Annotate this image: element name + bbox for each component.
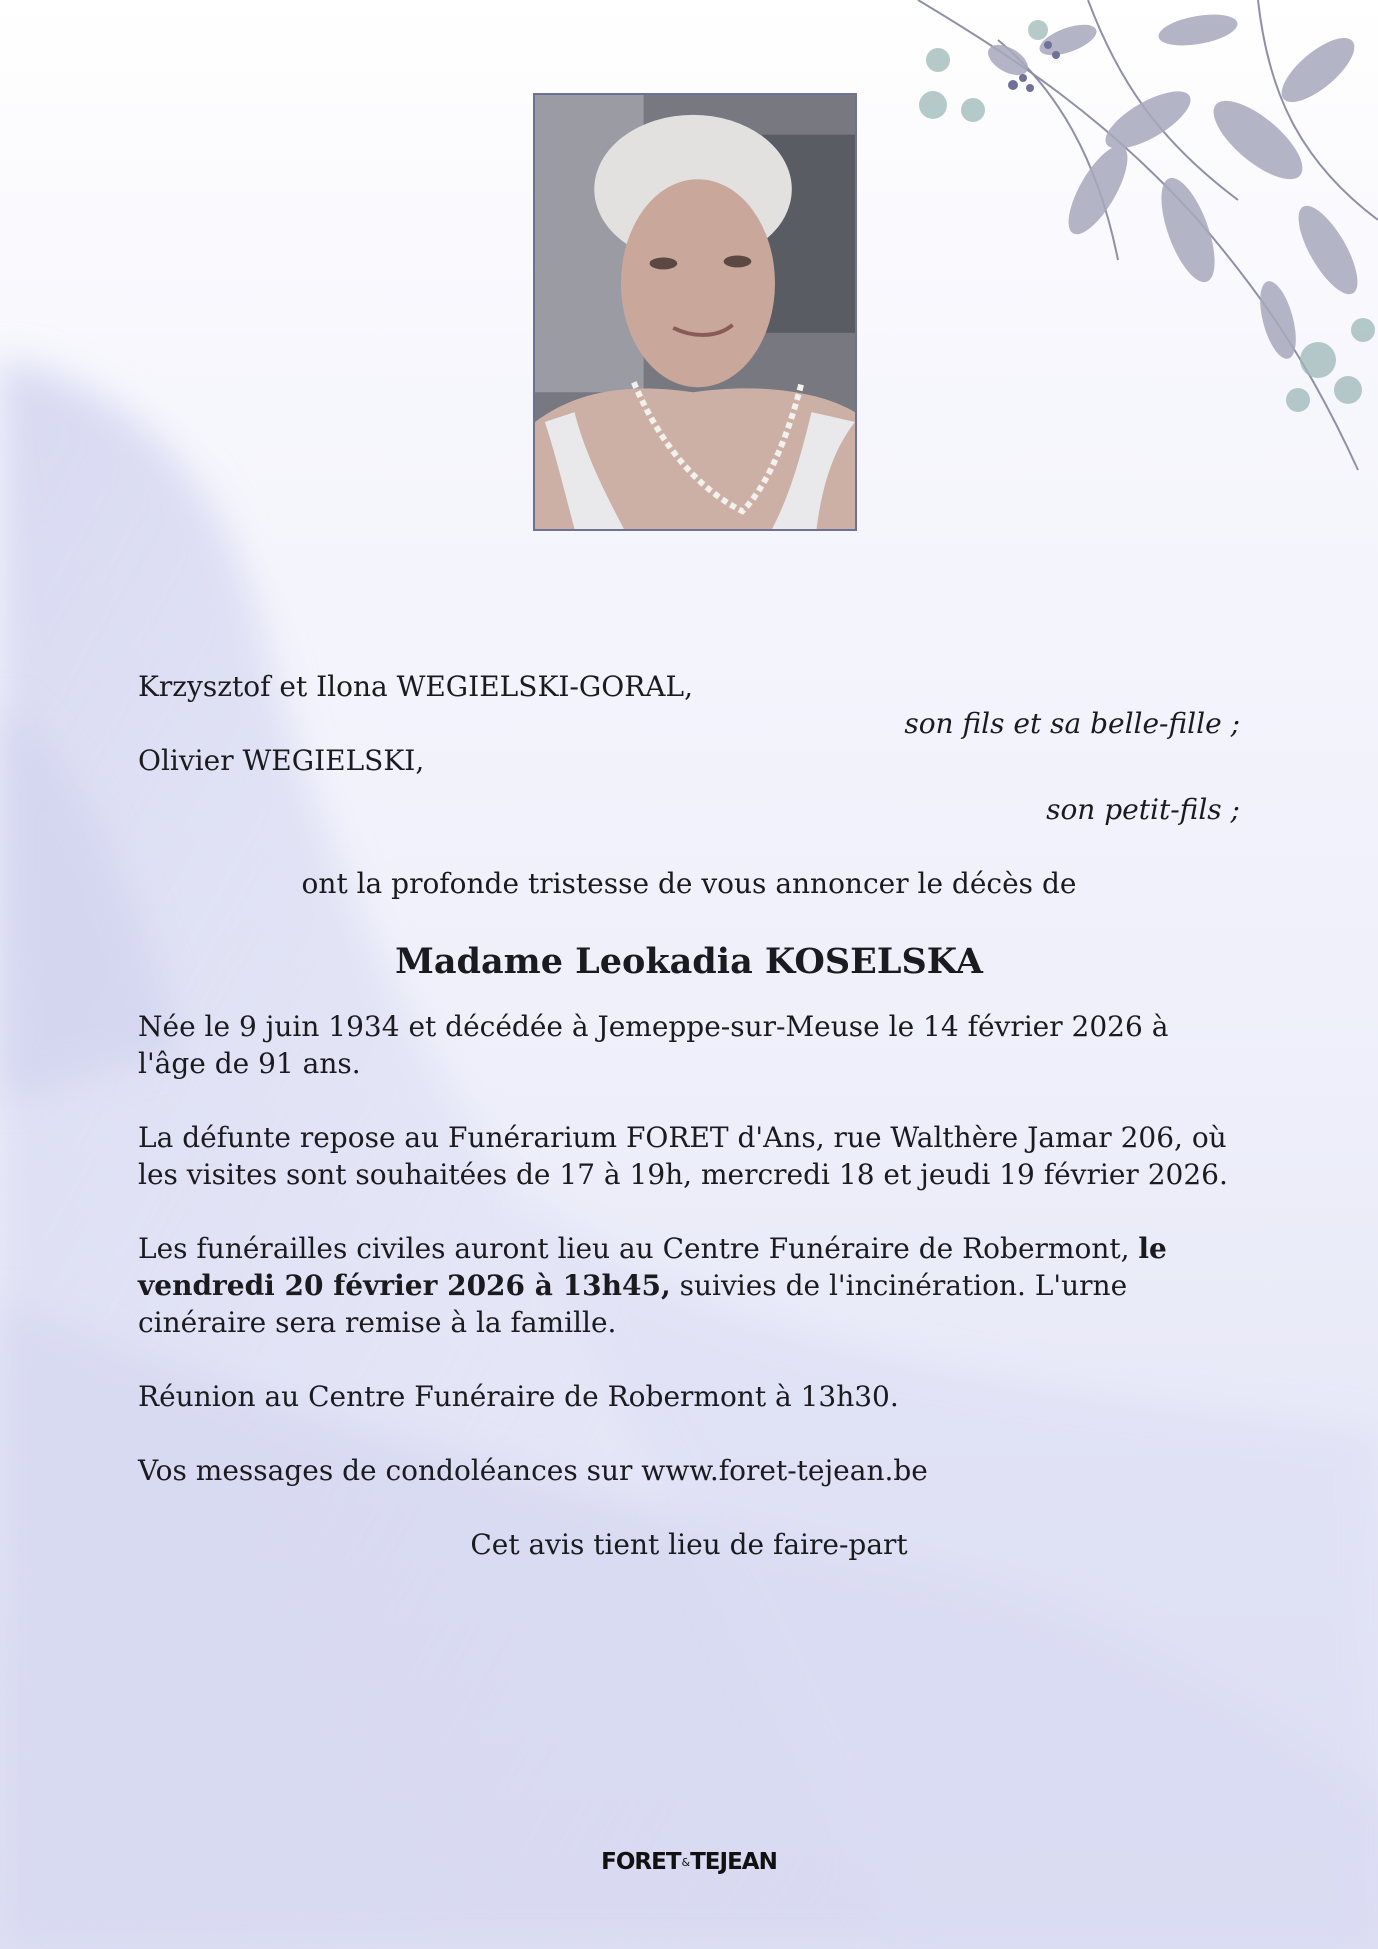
logo-part-2: TEJEAN bbox=[690, 1849, 777, 1875]
logo-part-1: FORET bbox=[601, 1849, 681, 1875]
funeral-paragraph bbox=[138, 1230, 1240, 1341]
family-1-name: Krzysztof et Ilona WEGIELSKI-GORAL, bbox=[138, 670, 694, 703]
condolences-paragraph: Vos messages de condoléances sur www.foret-tejean.be bbox=[138, 1454, 928, 1487]
obituary-text bbox=[138, 668, 1240, 1563]
foliage-decoration bbox=[858, 0, 1378, 480]
funeral-date-time: le vendredi 20 février 2026 à 13h45, bbox=[138, 1232, 1167, 1302]
portrait-photo bbox=[533, 93, 857, 531]
birth-death-paragraph: Née le 9 juin 1934 et décédée à Jemeppe-sur-Meuse le 14 février 2026 à l'âge de 91 ans. bbox=[138, 1010, 1169, 1080]
family-1-relation: son fils et sa belle-fille ; bbox=[904, 707, 1240, 740]
funeral-text-start: Les funérailles civiles auront lieu au Centre Funéraire de Robermont, bbox=[138, 1232, 1130, 1265]
funeral-text-end: suivies de l'incinération. L'urne cinéraire sera remise à la famille. bbox=[138, 1269, 1128, 1339]
deceased-name: Madame Leokadia KOSELSKA bbox=[395, 941, 983, 982]
closing-line: Cet avis tient lieu de faire-part bbox=[470, 1528, 908, 1561]
logo-ampersand: & bbox=[681, 1856, 690, 1869]
family-2-name: Olivier WEGIELSKI, bbox=[138, 744, 425, 777]
announcement-line: ont la profonde tristesse de vous annoncer le décès de bbox=[301, 867, 1077, 900]
meeting-paragraph: Réunion au Centre Funéraire de Robermont à 13h30. bbox=[138, 1380, 899, 1413]
family-2-relation: son petit-fils ; bbox=[1046, 793, 1240, 826]
foret-tejean-logo bbox=[0, 1849, 1378, 1875]
rest-place-paragraph: La défunte repose au Funérarium FORET d'Ans, rue Walthère Jamar 206, où les visites sont souhaitées de 17 à 19h, mercredi 18 et jeudi 19 février 2026. bbox=[138, 1121, 1228, 1191]
